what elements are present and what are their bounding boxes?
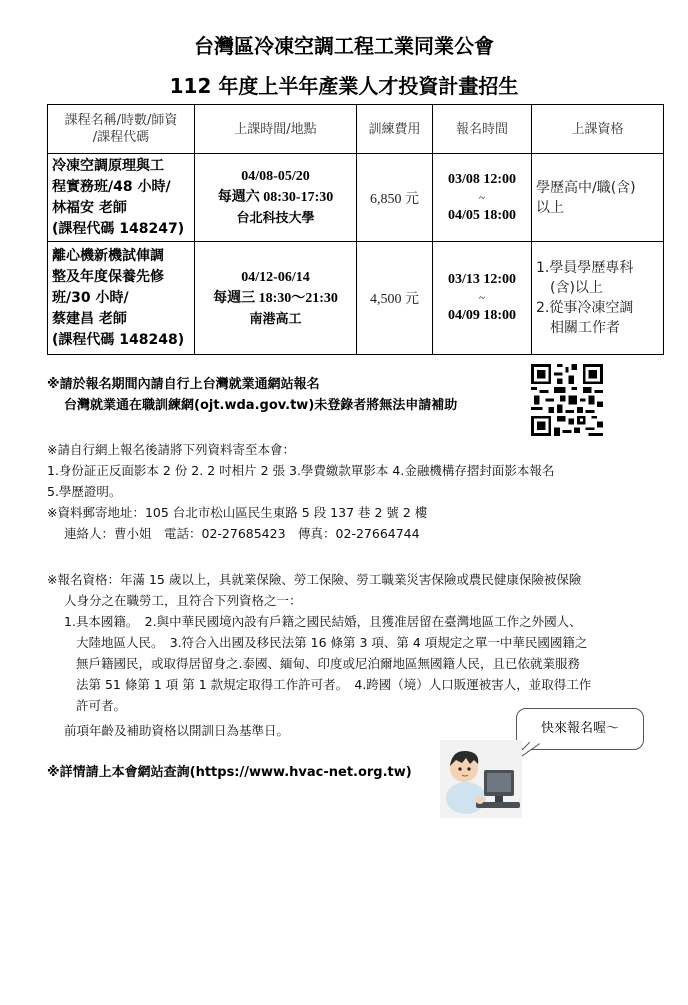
- mail-docs-1: 1.身份証正反面影本 2 份 2. 2 吋相片 2 張 3.學費繳款單影本 4.金融機構存摺封面影本報名: [47, 463, 555, 478]
- org-title: 台灣區冷凍空調工程工業同業公會: [194, 34, 494, 58]
- course-name-cell: 離心機新機試俥調 整及年度保養先修 班/30 小時/ 蔡建昌 老師 (課程代碼 148248): [48, 242, 195, 355]
- header-course: 課程名稱/時數/師資 /課程代碼: [48, 105, 195, 154]
- mail-intro: ※請自行網上報名後請將下列資料寄至本會：: [47, 442, 295, 457]
- person-at-computer-icon: [440, 740, 522, 818]
- course-reg-cell: 03/13 12:00 ~ 04/09 18:00: [433, 242, 532, 355]
- course-name-cell: 冷凍空調原理與工 程實務班/48 小時/ 林福安 老師 (課程代碼 148247): [48, 154, 195, 242]
- mail-docs-2: 5.學歷證明。: [47, 484, 122, 499]
- notice-line-2: 台灣就業通在職訓練網(ojt.wda.gov.tw)未登錄者將無法申請補助: [64, 398, 458, 413]
- eligibility-line-7: 許可者。: [76, 698, 127, 713]
- eligibility-line-4: 大陸地區人民。 3.符合入出國及移民法第 16 條第 3 項、第 4 項規定之單一中華民國國籍之: [76, 635, 588, 650]
- qr-code-icon: [531, 364, 603, 436]
- table-header-row: [48, 105, 664, 154]
- notice-line-1: ※請於報名期間內請自行上台灣就業通網站報名: [47, 377, 320, 392]
- course-qual-cell: 1.學員學歷專科 (含)以上 2.從事冷凍空調 相關工作者: [532, 242, 664, 355]
- course-time-cell: 04/08-05/20 每週六 08:30-17:30 台北科技大學: [195, 154, 357, 242]
- table-row: [48, 154, 664, 242]
- eligibility-line-3: 1.具本國籍。 2.與中華民國境內設有戶籍之國民結婚，且獲准居留在臺灣地區工作之外國人、: [64, 614, 582, 629]
- eligibility-line-6: 法第 51 條第 1 項 第 1 款規定取得工作許可者。 4.跨國（境）人口販運被害人，並取得工作: [76, 677, 592, 692]
- course-time-cell: 04/12-06/14 每週三 18:30～21:30 南港高工: [195, 242, 357, 355]
- speech-bubble: 快來報名喔～: [516, 708, 644, 750]
- course-fee-cell: 6,850 元: [357, 154, 433, 242]
- eligibility-line-1: ※報名資格：年滿 15 歲以上，具就業保險、勞工保險、勞工職業災害保險或農民健康保險被保險: [47, 572, 582, 587]
- header-qual: 上課資格: [532, 105, 664, 154]
- header-reg: 報名時間: [433, 105, 532, 154]
- header-time: 上課時間/地點: [195, 105, 357, 154]
- course-reg-cell: 03/08 12:00 ~ 04/05 18:00: [433, 154, 532, 242]
- course-fee-cell: 4,500 元: [357, 242, 433, 355]
- page-title: 112 年度上半年產業人才投資計畫招生: [169, 74, 519, 98]
- table-row: [48, 242, 664, 355]
- eligibility-line-2: 人身分之在職勞工，且符合下列資格之一：: [64, 593, 302, 608]
- mail-address: ※資料郵寄地址：105 台北市松山區民生東路 5 段 137 巷 2 號 2 樓: [47, 505, 428, 520]
- eligibility-base-date: 前項年齡及補助資格以開訓日為基準日。: [64, 723, 290, 738]
- header-fee: 訓練費用: [357, 105, 433, 154]
- course-table: [47, 104, 664, 355]
- eligibility-line-5: 無戶籍國民，或取得居留身之.泰國、緬甸、印度或尼泊爾地區無國籍人民，且已依就業服務: [76, 656, 580, 671]
- mail-contact: 連絡人：曹小姐 電話：02-27685423 傳真：02-27664744: [64, 526, 420, 541]
- website-link[interactable]: ※詳情請上本會網站查詢(https://www.hvac-net.org.tw): [47, 765, 412, 780]
- course-qual-cell: 學歷高中/職(含) 以上: [532, 154, 664, 242]
